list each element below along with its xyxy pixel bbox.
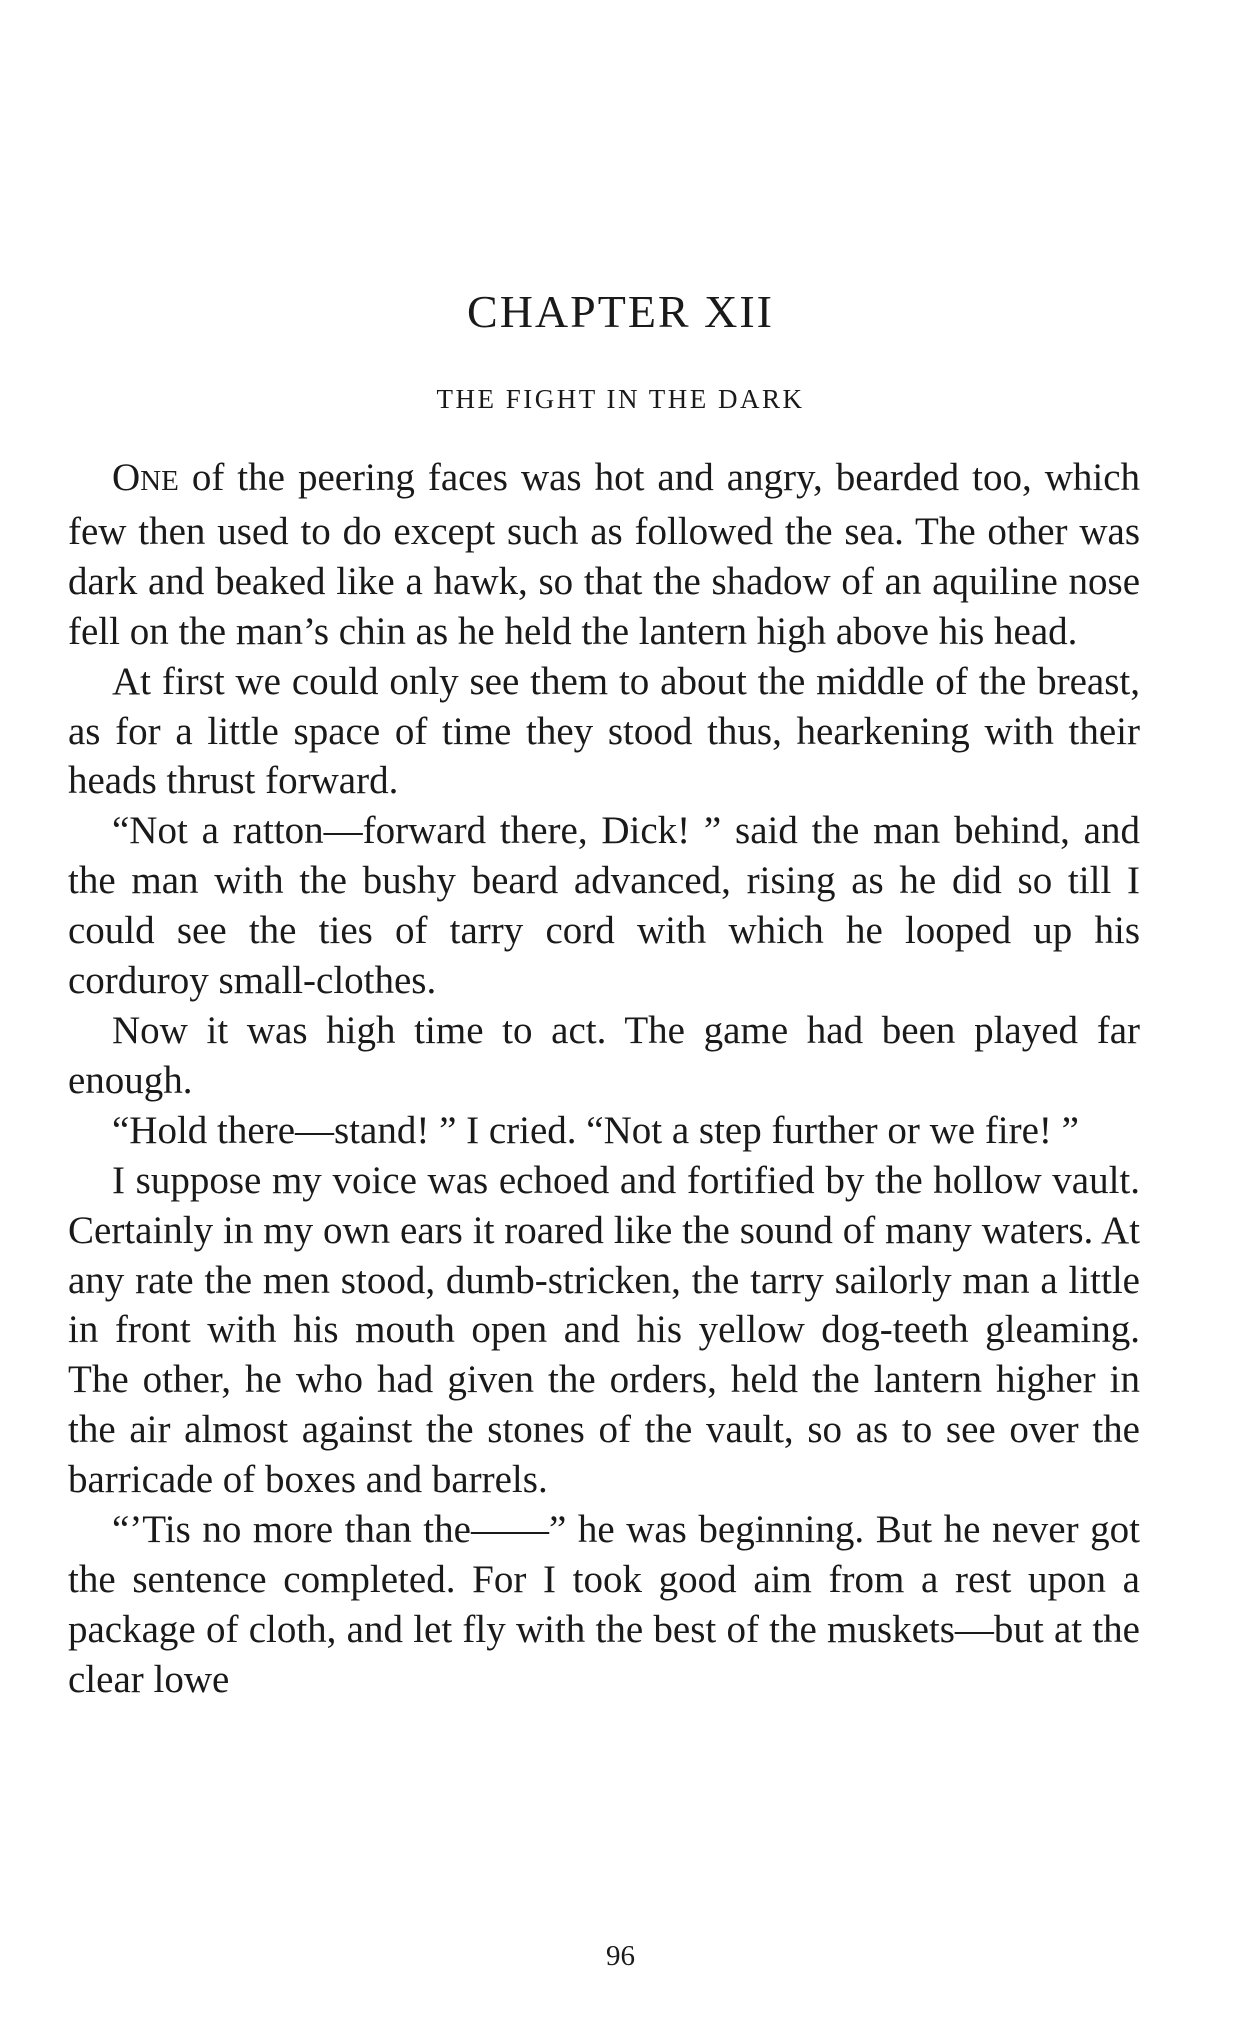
chapter-number: CHAPTER XII xyxy=(467,286,774,337)
chapter-title: THE FIGHT IN THE DARK xyxy=(436,384,805,414)
paragraph-7: “’Tis no more than the——” he was beginning. But he never got the sentence completed. For I took good aim from a rest upon a package of cloth, and let fly with the best of the muskets—but at the clear lowe xyxy=(68,1508,1140,1701)
page-number: 96 xyxy=(606,1940,635,1972)
paragraph-6: I suppose my voice was echoed and fortified by the hollow vault. Certainly in my own ears it roared like the sound of many waters. At any rate the men stood, dumb-stricken, the tarry sailorly man a little in front with his mouth open and his yellow dog-teeth gleaming. The other, he who had given the orders, held the lantern higher in the air almost against the stones of the vault, so as to see over the barricade of boxes and barrels. xyxy=(68,1158,1140,1502)
paragraph-5: “Hold there—stand! ” I cried. “Not a step further or we fire! ” xyxy=(112,1108,1079,1152)
paragraph-1 xyxy=(68,453,1140,657)
lead-initial: O xyxy=(112,456,141,499)
body-text xyxy=(68,453,1140,1705)
paragraph-1-text: of the peering faces was hot and angry, bearded too, which few then used to do except such as followed the sea. The other was dark and beaked like a hawk, so that the shadow of an aquiline nose fell on the man’s chin as he held the lantern high above his head. xyxy=(68,456,1140,653)
paragraph-4: Now it was high time to act. The game had been played far enough. xyxy=(68,1008,1140,1102)
paragraph-2: At first we could only see them to about the middle of the breast, as for a little space of time they stood thus, hearkening with their heads thrust forward. xyxy=(68,659,1140,803)
lead-smallcaps: NE xyxy=(140,465,179,497)
paragraph-3: “Not a ratton—forward there, Dick! ” said the man behind, and the man with the bushy beard advanced, rising as he did so till I could see the ties of tarry cord with which he looped up his corduroy small-clothes. xyxy=(68,809,1140,1003)
